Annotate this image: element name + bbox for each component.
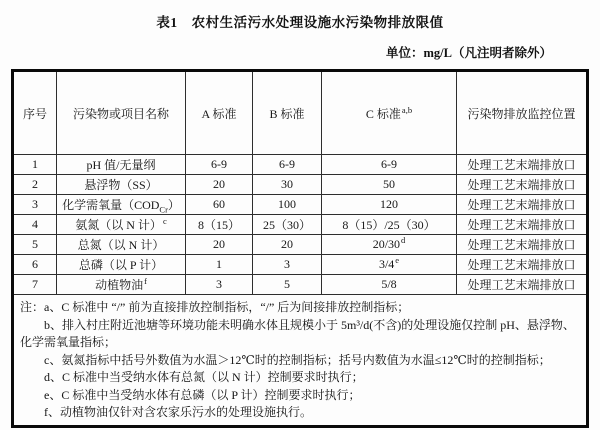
pollutant-name: 化学需氧量$(COD_{Cr})$ — [57, 195, 186, 215]
row-no: 3 — [13, 195, 57, 215]
value-std-a: 8（15） — [186, 215, 253, 235]
column-header-name: 污染物或项目名称 — [57, 71, 186, 155]
pollutant-name: pH 值/无量纲 — [57, 155, 186, 175]
note-line: b、排入村庄附近池塘等环境功能未明确水体且规模小于 5m³/d(不含)的处理设施仅控制 pH、悬浮物、化学需氧量指标； — [20, 317, 575, 349]
value-std-a: 1 — [186, 255, 253, 275]
monitor-location: 处理工艺末端排放口 — [457, 275, 588, 295]
column-header-location: 污染物排放监控位置 — [457, 71, 588, 155]
monitor-location: 处理工艺末端排放口 — [457, 175, 588, 195]
value-std-c: 120 — [322, 195, 457, 215]
pollutant-name: 悬浮物（SS） — [57, 175, 186, 195]
note-line: d、C 标准中当受纳水体有总氮（以 N 计）控制要求时执行； — [44, 370, 364, 384]
table-row — [13, 215, 588, 235]
value-std-b: 6-9 — [253, 155, 322, 175]
value-std-a: 3 — [186, 275, 253, 295]
monitor-location: 处理工艺末端排放口 — [457, 195, 588, 215]
row-no: 6 — [13, 255, 57, 275]
value-std-b: 30 — [253, 175, 322, 195]
note-line: f、动植物油仅针对含农家乐污水的处理设施执行。 — [44, 405, 312, 419]
pollutant-name: 氨氮（以 N 计）$^c$ — [57, 215, 186, 235]
header-row — [13, 71, 588, 155]
value-std-c: 20/30$^d$ — [322, 235, 457, 255]
row-no: 5 — [13, 235, 57, 255]
monitor-location: 处理工艺末端排放口 — [457, 155, 588, 175]
column-header-std-a: A 标准 — [186, 71, 253, 155]
notes — [13, 295, 588, 427]
value-std-a: 6-9 — [186, 155, 253, 175]
value-std-b: 25（30） — [253, 215, 322, 235]
table-row — [13, 155, 588, 175]
emission-limits-table — [11, 69, 589, 428]
row-no: 1 — [13, 155, 57, 175]
column-header-no: 序号 — [13, 71, 57, 155]
value-std-a: 60 — [186, 195, 253, 215]
table-head — [13, 71, 588, 155]
row-no: 7 — [13, 275, 57, 295]
value-std-b: 5 — [253, 275, 322, 295]
value-std-c: 3/4e — [322, 255, 457, 275]
column-header-std-b: B 标准 — [253, 71, 322, 155]
row-no: 4 — [13, 215, 57, 235]
value-std-a: 20 — [186, 235, 253, 255]
pollutant-name: 总氮（以 N 计） — [57, 235, 186, 255]
table-title: 表1 农村生活污水处理设施水污染物排放限值 — [156, 15, 444, 30]
value-std-c: 50 — [322, 175, 457, 195]
pollutant-name: 总磷（以 P 计） — [57, 255, 186, 275]
value-std-a: 20 — [186, 175, 253, 195]
table-row — [13, 255, 588, 275]
table-foot — [13, 295, 588, 427]
table-body — [13, 155, 588, 295]
unit-note: 单位：mg/L（凡注明者除外） — [386, 46, 552, 60]
monitor-location: 处理工艺末端排放口 — [457, 255, 588, 275]
value-std-b: 20 — [253, 235, 322, 255]
monitor-location: 处理工艺末端排放口 — [457, 235, 588, 255]
note-line: e、C 标准中当受纳水体有总磷（以 P 计）控制要求时执行； — [44, 387, 361, 402]
column-header-std-c: C 标准$^{a,b}$ — [322, 71, 457, 155]
pollutant-name: 动植物油$^f$ — [57, 275, 186, 295]
value-std-b: 100 — [253, 195, 322, 215]
table-row — [13, 235, 588, 255]
table-row — [13, 195, 588, 215]
row-no: 2 — [13, 175, 57, 195]
note-line: 注：a、C 标准中 “/” 前为直接排放控制指标，“/” 后为间接排放控制指标； — [20, 300, 410, 314]
value-std-c: 5/8 — [322, 275, 457, 295]
table-row — [13, 175, 588, 195]
value-std-c: 6-9 — [322, 155, 457, 175]
value-std-b: 3 — [253, 255, 322, 275]
notes-row — [13, 295, 588, 427]
monitor-location: 处理工艺末端排放口 — [457, 215, 588, 235]
note-line: c、氨氮指标中括号外数值为水温＞12℃时的控制指标；括号内数值为水温≤12℃时的控制指标； — [44, 352, 551, 367]
value-std-c: 8（15）/25（30） — [322, 215, 457, 235]
table-row — [13, 275, 588, 295]
